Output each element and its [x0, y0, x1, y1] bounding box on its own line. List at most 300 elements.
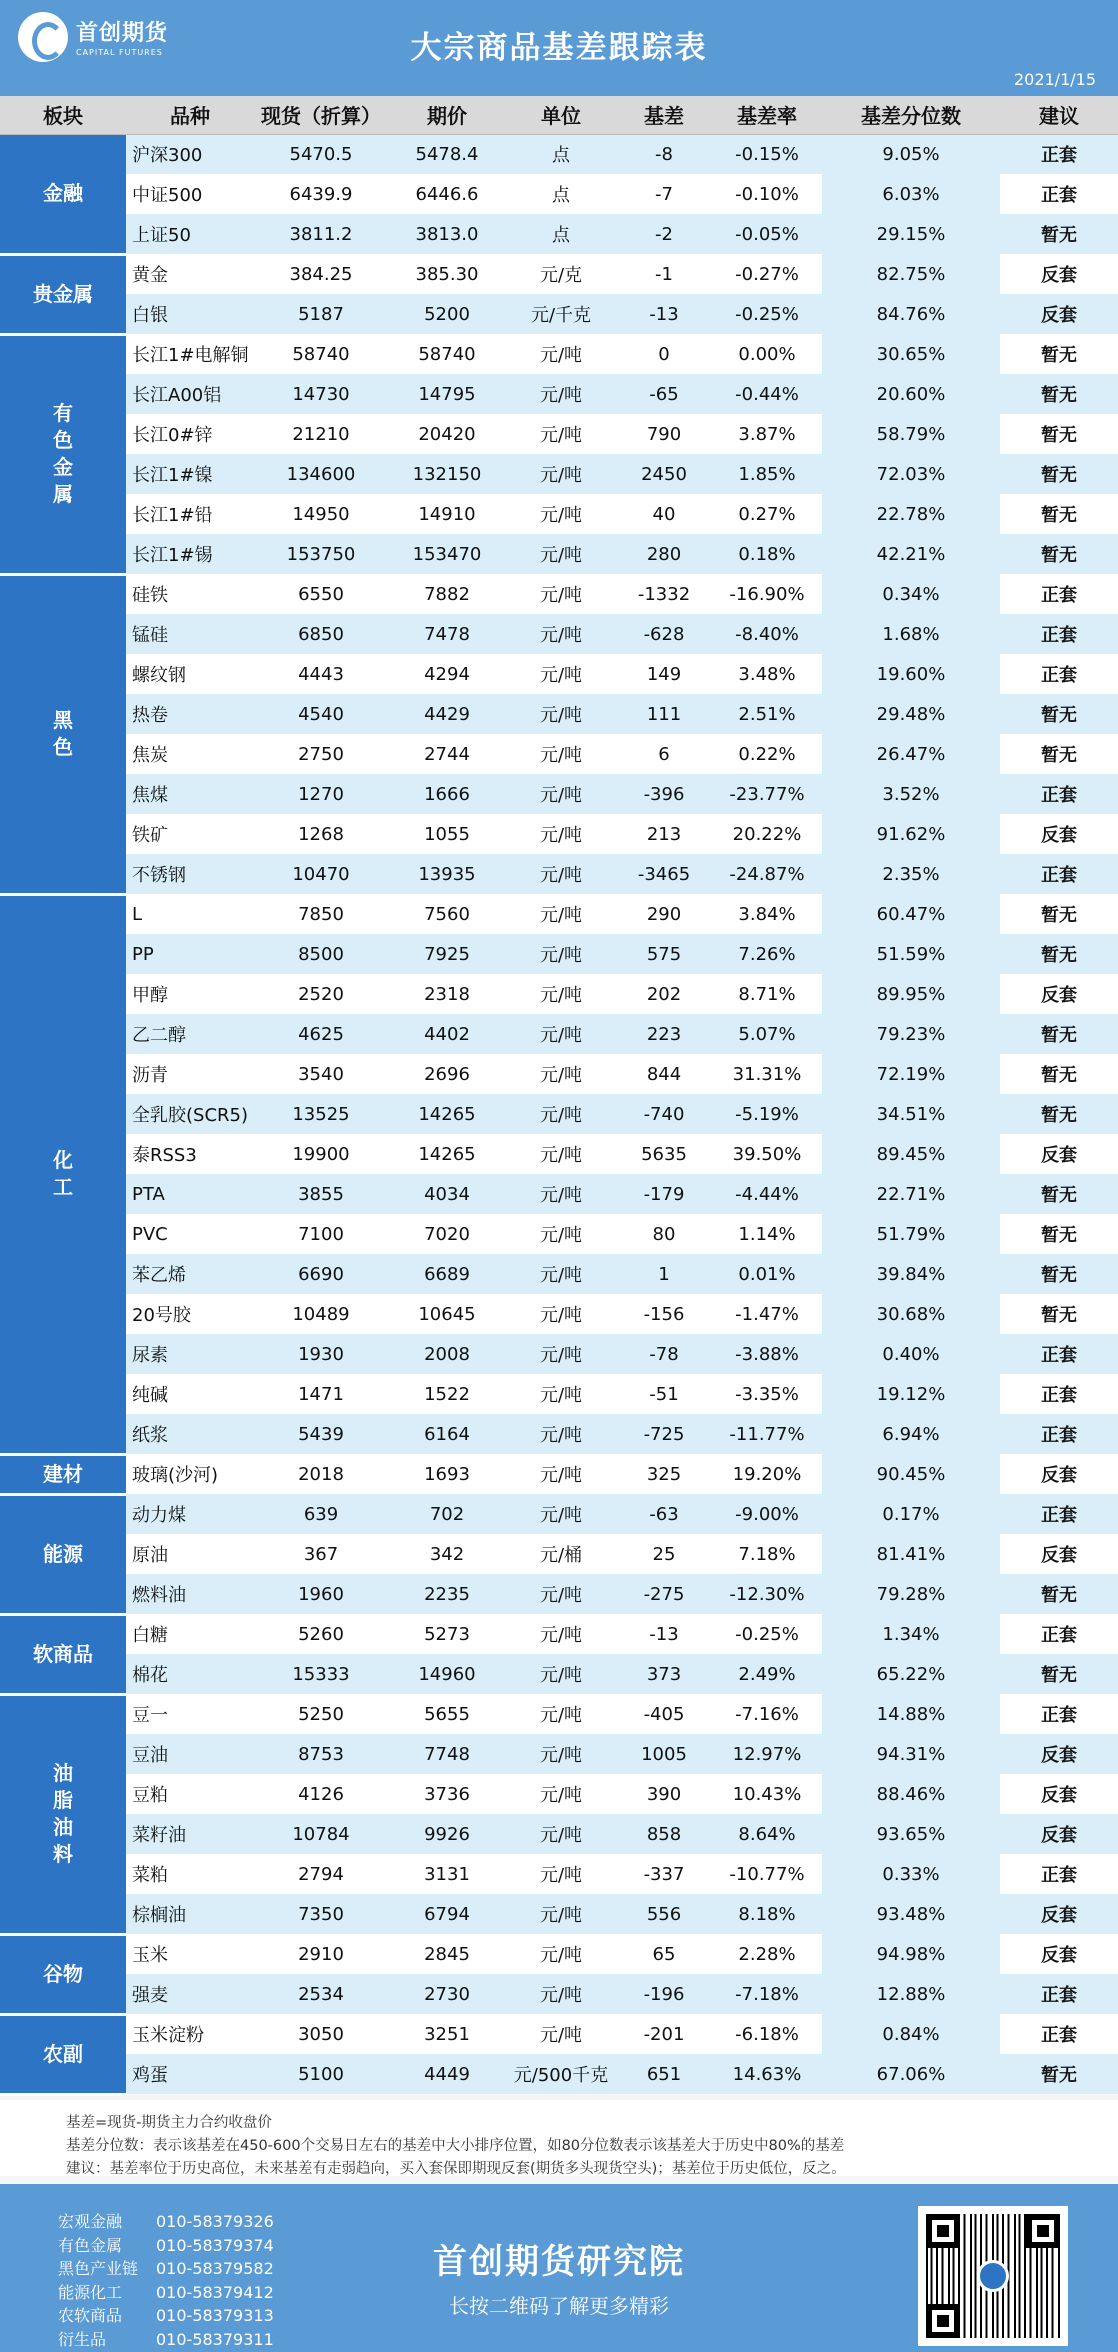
sector-cell [0, 574, 126, 894]
qr-finder [926, 2304, 960, 2338]
product-name-cell: 白糖 [126, 1614, 254, 1654]
basis-percentile-cell: 67.06% [822, 2054, 1000, 2094]
contact-phone[interactable]: 010-58379326 [156, 2212, 274, 2231]
basis-cell: -179 [616, 1174, 712, 1214]
product-name-cell: 棕榈油 [126, 1894, 254, 1934]
spot-price-cell: 367 [254, 1534, 388, 1574]
product-name-cell: PVC [126, 1214, 254, 1254]
advice-cell: 暂无 [1000, 1094, 1118, 1134]
contact-phone[interactable]: 010-58379311 [156, 2329, 274, 2349]
unit-cell: 元/吨 [506, 1494, 616, 1534]
product-name-cell: 棉花 [126, 1654, 254, 1694]
basis-percentile-cell: 79.28% [822, 1574, 1000, 1614]
product-name-cell: 20号胶 [126, 1294, 254, 1334]
table-row [0, 1494, 1118, 1534]
basis-cell: -51 [616, 1374, 712, 1414]
column-header: 现货（折算） [254, 96, 388, 134]
basis-cell: 280 [616, 534, 712, 574]
sector-label: 黑色 [53, 708, 73, 759]
advice-cell: 正套 [1000, 1614, 1118, 1654]
basis-rate-cell: -8.40% [712, 614, 822, 654]
unit-cell: 元/吨 [506, 414, 616, 454]
basis-cell: 25 [616, 1534, 712, 1574]
table-row [0, 334, 1118, 374]
table-row [0, 534, 1118, 574]
unit-cell: 元/吨 [506, 1014, 616, 1054]
spot-price-cell: 8753 [254, 1734, 388, 1774]
basis-percentile-cell: 0.40% [822, 1334, 1000, 1374]
unit-cell: 点 [506, 214, 616, 254]
advice-cell: 暂无 [1000, 1054, 1118, 1094]
basis-rate-cell: 5.07% [712, 1014, 822, 1054]
product-name-cell: 玉米淀粉 [126, 2014, 254, 2054]
product-name-cell: 尿素 [126, 1334, 254, 1374]
basis-rate-cell: 2.49% [712, 1654, 822, 1694]
unit-cell: 点 [506, 174, 616, 214]
table-row [0, 1574, 1118, 1614]
basis-percentile-cell: 58.79% [822, 414, 1000, 454]
advice-cell: 正套 [1000, 174, 1118, 214]
futures-price-cell: 5478.4 [388, 134, 506, 174]
qr-logo-icon [977, 2260, 1009, 2292]
table-row [0, 1214, 1118, 1254]
table-row [0, 1454, 1118, 1494]
unit-cell: 元/吨 [506, 1174, 616, 1214]
basis-rate-cell: 1.85% [712, 454, 822, 494]
basis-rate-cell: 8.64% [712, 1814, 822, 1854]
contact-phone[interactable]: 010-58379374 [156, 2235, 274, 2255]
advice-cell: 反套 [1000, 254, 1118, 294]
basis-percentile-cell: 93.48% [822, 1894, 1000, 1934]
advice-cell: 暂无 [1000, 2054, 1118, 2094]
futures-price-cell: 2235 [388, 1574, 506, 1614]
unit-cell: 元/吨 [506, 774, 616, 814]
basis-rate-cell: 0.27% [712, 494, 822, 534]
spot-price-cell: 1471 [254, 1374, 388, 1414]
unit-cell: 元/吨 [506, 1934, 616, 1974]
advice-cell: 正套 [1000, 854, 1118, 894]
basis-rate-cell: -11.77% [712, 1414, 822, 1454]
unit-cell: 元/吨 [506, 654, 616, 694]
unit-cell: 元/吨 [506, 854, 616, 894]
futures-price-cell: 2730 [388, 1974, 506, 2014]
table-row [0, 1294, 1118, 1334]
basis-cell: -405 [616, 1694, 712, 1734]
qr-code[interactable] [918, 2206, 1068, 2346]
table-row [0, 1814, 1118, 1854]
sector-label: 有色金属 [53, 401, 73, 506]
contact-dept: 能源化工 [58, 2282, 123, 2302]
futures-price-cell: 14265 [388, 1094, 506, 1134]
product-name-cell: 长江1#电解铜 [126, 334, 254, 374]
sector-cell [0, 1494, 126, 1614]
basis-cell: -396 [616, 774, 712, 814]
futures-price-cell: 5273 [388, 1614, 506, 1654]
unit-cell: 元/吨 [506, 1294, 616, 1334]
basis-rate-cell: 0.22% [712, 734, 822, 774]
spot-price-cell: 5470.5 [254, 134, 388, 174]
unit-cell: 元/吨 [506, 1734, 616, 1774]
futures-price-cell: 14265 [388, 1134, 506, 1174]
basis-cell: -63 [616, 1494, 712, 1534]
futures-price-cell: 2696 [388, 1054, 506, 1094]
table-row [0, 1654, 1118, 1694]
futures-price-cell: 1522 [388, 1374, 506, 1414]
basis-percentile-cell: 0.33% [822, 1854, 1000, 1894]
basis-cell: -7 [616, 174, 712, 214]
contact-phone[interactable]: 010-58379313 [156, 2306, 274, 2325]
basis-rate-cell: -0.05% [712, 214, 822, 254]
basis-rate-cell: -0.27% [712, 254, 822, 294]
advice-cell: 反套 [1000, 294, 1118, 334]
basis-cell: 213 [616, 814, 712, 854]
advice-cell: 正套 [1000, 1854, 1118, 1894]
basis-cell: -78 [616, 1334, 712, 1374]
basis-cell: 80 [616, 1214, 712, 1254]
basis-rate-cell: -6.18% [712, 2014, 822, 2054]
product-name-cell: L [126, 894, 254, 934]
basis-cell: 290 [616, 894, 712, 934]
basis-percentile-cell: 1.68% [822, 614, 1000, 654]
basis-rate-cell: -10.77% [712, 1854, 822, 1894]
spot-price-cell: 3540 [254, 1054, 388, 1094]
table-row [0, 454, 1118, 494]
futures-price-cell: 132150 [388, 454, 506, 494]
product-name-cell: 长江1#铅 [126, 494, 254, 534]
spot-price-cell: 6439.9 [254, 174, 388, 214]
sector-label: 谷物 [43, 1961, 83, 1986]
futures-price-cell: 1666 [388, 774, 506, 814]
basis-cell: -275 [616, 1574, 712, 1614]
product-name-cell: 玉米 [126, 1934, 254, 1974]
basis-cell: -3465 [616, 854, 712, 894]
table-row [0, 654, 1118, 694]
advice-cell: 反套 [1000, 1934, 1118, 1974]
spot-price-cell: 13525 [254, 1094, 388, 1134]
sector-cell [0, 134, 126, 254]
institute-name: 首创期货研究院 [433, 2242, 685, 2282]
spot-price-cell: 2018 [254, 1454, 388, 1494]
table-row [0, 414, 1118, 454]
basis-cell: -8 [616, 134, 712, 174]
basis-rate-cell: 12.97% [712, 1734, 822, 1774]
advice-cell: 正套 [1000, 774, 1118, 814]
unit-cell: 元/吨 [506, 574, 616, 614]
basis-rate-cell: -5.19% [712, 1094, 822, 1134]
product-name-cell: 长江1#镍 [126, 454, 254, 494]
table-row [0, 1974, 1118, 2014]
basis-cell: -156 [616, 1294, 712, 1334]
spot-price-cell: 10489 [254, 1294, 388, 1334]
product-name-cell: 强麦 [126, 1974, 254, 2014]
unit-cell: 元/吨 [506, 1614, 616, 1654]
basis-percentile-cell: 29.15% [822, 214, 1000, 254]
futures-price-cell: 2744 [388, 734, 506, 774]
product-name-cell: 螺纹钢 [126, 654, 254, 694]
unit-cell: 元/吨 [506, 374, 616, 414]
advice-cell: 正套 [1000, 1334, 1118, 1374]
product-name-cell: 锰硅 [126, 614, 254, 654]
contact-dept: 有色金属 [58, 2235, 123, 2255]
unit-cell: 元/千克 [506, 294, 616, 334]
advice-cell: 正套 [1000, 614, 1118, 654]
futures-price-cell: 7478 [388, 614, 506, 654]
header [0, 0, 1118, 96]
basis-percentile-cell: 22.71% [822, 1174, 1000, 1214]
advice-cell: 正套 [1000, 2014, 1118, 2054]
spot-price-cell: 10470 [254, 854, 388, 894]
table-row [0, 1694, 1118, 1734]
basis-percentile-cell: 6.03% [822, 174, 1000, 214]
unit-cell: 元/吨 [506, 1854, 616, 1894]
product-name-cell: 鸡蛋 [126, 2054, 254, 2094]
basis-percentile-cell: 30.68% [822, 1294, 1000, 1334]
advice-cell: 暂无 [1000, 454, 1118, 494]
futures-price-cell: 1693 [388, 1454, 506, 1494]
basis-cell: 40 [616, 494, 712, 534]
product-name-cell: 黄金 [126, 254, 254, 294]
product-name-cell: 甲醇 [126, 974, 254, 1014]
advice-cell: 暂无 [1000, 214, 1118, 254]
column-header: 单位 [506, 96, 616, 134]
table-row [0, 1534, 1118, 1574]
unit-cell: 元/吨 [506, 1654, 616, 1694]
spot-price-cell: 4443 [254, 654, 388, 694]
basis-percentile-cell: 1.34% [822, 1614, 1000, 1654]
basis-rate-cell: -24.87% [712, 854, 822, 894]
basis-rate-cell: 8.18% [712, 1894, 822, 1934]
table-row [0, 254, 1118, 294]
unit-cell: 元/吨 [506, 1454, 616, 1494]
basis-rate-cell: 8.71% [712, 974, 822, 1014]
basis-table [0, 96, 1118, 2096]
basis-percentile-cell: 82.75% [822, 254, 1000, 294]
basis-percentile-cell: 20.60% [822, 374, 1000, 414]
note-basis-def: 基差=现货-期货主力合约收盘价 [66, 2115, 272, 2131]
basis-percentile-cell: 42.21% [822, 534, 1000, 574]
futures-price-cell: 5655 [388, 1694, 506, 1734]
futures-price-cell: 6446.6 [388, 174, 506, 214]
spot-price-cell: 1268 [254, 814, 388, 854]
advice-cell: 暂无 [1000, 1174, 1118, 1214]
basis-cell: 325 [616, 1454, 712, 1494]
product-name-cell: 热卷 [126, 694, 254, 734]
basis-rate-cell: -7.16% [712, 1694, 822, 1734]
futures-price-cell: 5200 [388, 294, 506, 334]
unit-cell: 元/吨 [506, 334, 616, 374]
advice-cell: 暂无 [1000, 1294, 1118, 1334]
basis-cell: 6 [616, 734, 712, 774]
unit-cell: 元/吨 [506, 1214, 616, 1254]
futures-price-cell: 1055 [388, 814, 506, 854]
basis-percentile-cell: 93.65% [822, 1814, 1000, 1854]
spot-price-cell: 21210 [254, 414, 388, 454]
unit-cell: 元/吨 [506, 1374, 616, 1414]
table-row [0, 614, 1118, 654]
unit-cell: 元/吨 [506, 814, 616, 854]
advice-cell: 正套 [1000, 1494, 1118, 1534]
table-row [0, 2054, 1118, 2094]
spot-price-cell: 384.25 [254, 254, 388, 294]
basis-rate-cell: 0.18% [712, 534, 822, 574]
basis-percentile-cell: 84.76% [822, 294, 1000, 334]
basis-cell: -13 [616, 1614, 712, 1654]
unit-cell: 元/吨 [506, 494, 616, 534]
futures-price-cell: 20420 [388, 414, 506, 454]
product-name-cell: 纯碱 [126, 1374, 254, 1414]
unit-cell: 元/吨 [506, 1694, 616, 1734]
basis-cell: 373 [616, 1654, 712, 1694]
unit-cell: 元/吨 [506, 1814, 616, 1854]
futures-price-cell: 10645 [388, 1294, 506, 1334]
basis-cell: 390 [616, 1774, 712, 1814]
unit-cell: 元/吨 [506, 1094, 616, 1134]
advice-cell: 正套 [1000, 1374, 1118, 1414]
futures-price-cell: 3736 [388, 1774, 506, 1814]
table-row [0, 734, 1118, 774]
futures-price-cell: 2845 [388, 1934, 506, 1974]
futures-price-cell: 702 [388, 1494, 506, 1534]
unit-cell: 元/克 [506, 254, 616, 294]
spot-price-cell: 5100 [254, 2054, 388, 2094]
unit-cell: 元/吨 [506, 694, 616, 734]
advice-cell: 反套 [1000, 814, 1118, 854]
sector-label: 能源 [43, 1541, 83, 1566]
basis-percentile-cell: 72.19% [822, 1054, 1000, 1094]
basis-percentile-cell: 90.45% [822, 1454, 1000, 1494]
product-name-cell: 乙二醇 [126, 1014, 254, 1054]
advice-cell: 正套 [1000, 134, 1118, 174]
basis-rate-cell: 10.43% [712, 1774, 822, 1814]
table-row [0, 574, 1118, 614]
unit-cell: 元/吨 [506, 734, 616, 774]
table-row [0, 1174, 1118, 1214]
basis-percentile-cell: 89.95% [822, 974, 1000, 1014]
table-row [0, 1934, 1118, 1974]
table-row [0, 174, 1118, 214]
product-name-cell: 菜粕 [126, 1854, 254, 1894]
basis-rate-cell: -3.35% [712, 1374, 822, 1414]
spot-price-cell: 6850 [254, 614, 388, 654]
table-row [0, 934, 1118, 974]
advice-cell: 暂无 [1000, 1574, 1118, 1614]
futures-price-cell: 6794 [388, 1894, 506, 1934]
qr-finder [926, 2214, 960, 2248]
futures-price-cell: 14960 [388, 1654, 506, 1694]
basis-percentile-cell: 0.17% [822, 1494, 1000, 1534]
spot-price-cell: 134600 [254, 454, 388, 494]
basis-percentile-cell: 9.05% [822, 134, 1000, 174]
table-row [0, 1854, 1118, 1894]
basis-cell: 1 [616, 1254, 712, 1294]
contact-phone[interactable]: 010-58379412 [156, 2282, 274, 2302]
futures-price-cell: 6164 [388, 1414, 506, 1454]
basis-percentile-cell: 19.12% [822, 1374, 1000, 1414]
product-name-cell: 沥青 [126, 1054, 254, 1094]
advice-cell: 暂无 [1000, 334, 1118, 374]
product-name-cell: 豆一 [126, 1694, 254, 1734]
product-name-cell: 中证500 [126, 174, 254, 214]
unit-cell: 元/吨 [506, 1894, 616, 1934]
spot-price-cell: 6550 [254, 574, 388, 614]
table-row [0, 214, 1118, 254]
product-name-cell: 纸浆 [126, 1414, 254, 1454]
advice-cell: 正套 [1000, 574, 1118, 614]
advice-cell: 暂无 [1000, 1214, 1118, 1254]
sector-cell [0, 334, 126, 574]
basis-rate-cell: -0.25% [712, 1614, 822, 1654]
spot-price-cell: 2910 [254, 1934, 388, 1974]
unit-cell: 元/吨 [506, 894, 616, 934]
spot-price-cell: 3050 [254, 2014, 388, 2054]
table-row [0, 1094, 1118, 1134]
futures-price-cell: 14795 [388, 374, 506, 414]
basis-rate-cell: -12.30% [712, 1574, 822, 1614]
basis-percentile-cell: 3.52% [822, 774, 1000, 814]
spot-price-cell: 7350 [254, 1894, 388, 1934]
column-header: 品种 [126, 96, 254, 134]
basis-percentile-cell: 88.46% [822, 1774, 1000, 1814]
advice-cell: 暂无 [1000, 374, 1118, 414]
spot-price-cell: 5187 [254, 294, 388, 334]
sector-cell [0, 254, 126, 334]
unit-cell: 元/吨 [506, 1134, 616, 1174]
sector-cell [0, 1614, 126, 1694]
table-row [0, 1414, 1118, 1454]
unit-cell: 元/吨 [506, 2014, 616, 2054]
advice-cell: 暂无 [1000, 934, 1118, 974]
futures-price-cell: 6689 [388, 1254, 506, 1294]
table-row [0, 974, 1118, 1014]
contact-dept: 黑色产业链 [58, 2259, 139, 2278]
advice-cell: 反套 [1000, 1454, 1118, 1494]
table-row [0, 1734, 1118, 1774]
unit-cell: 元/吨 [506, 1974, 616, 2014]
basis-cell: 858 [616, 1814, 712, 1854]
advice-cell: 反套 [1000, 974, 1118, 1014]
futures-price-cell: 9926 [388, 1814, 506, 1854]
basis-rate-cell: -0.15% [712, 134, 822, 174]
logo-en: CAPITAL FUTURES [76, 48, 163, 57]
basis-cell: -1332 [616, 574, 712, 614]
basis-percentile-cell: 51.59% [822, 934, 1000, 974]
table-row [0, 1334, 1118, 1374]
futures-price-cell: 4294 [388, 654, 506, 694]
basis-percentile-cell: 14.88% [822, 1694, 1000, 1734]
advice-cell: 反套 [1000, 1534, 1118, 1574]
basis-cell: 575 [616, 934, 712, 974]
advice-cell: 暂无 [1000, 694, 1118, 734]
basis-rate-cell: 19.20% [712, 1454, 822, 1494]
product-name-cell: 动力煤 [126, 1494, 254, 1534]
advice-cell: 暂无 [1000, 414, 1118, 454]
contact-phone[interactable]: 010-58379582 [156, 2259, 274, 2278]
basis-rate-cell: 20.22% [712, 814, 822, 854]
basis-percentile-cell: 2.35% [822, 854, 1000, 894]
basis-cell: 0 [616, 334, 712, 374]
basis-rate-cell: -0.25% [712, 294, 822, 334]
futures-price-cell: 7882 [388, 574, 506, 614]
basis-rate-cell: -4.44% [712, 1174, 822, 1214]
sector-label: 金融 [43, 181, 83, 205]
futures-price-cell: 153470 [388, 534, 506, 574]
basis-percentile-cell: 0.84% [822, 2014, 1000, 2054]
sector-label: 软商品 [33, 1641, 93, 1666]
logo-name: 首创期货 [76, 21, 169, 46]
basis-percentile-cell: 79.23% [822, 1014, 1000, 1054]
contact-dept: 宏观金融 [58, 2212, 123, 2231]
basis-cell: -628 [616, 614, 712, 654]
